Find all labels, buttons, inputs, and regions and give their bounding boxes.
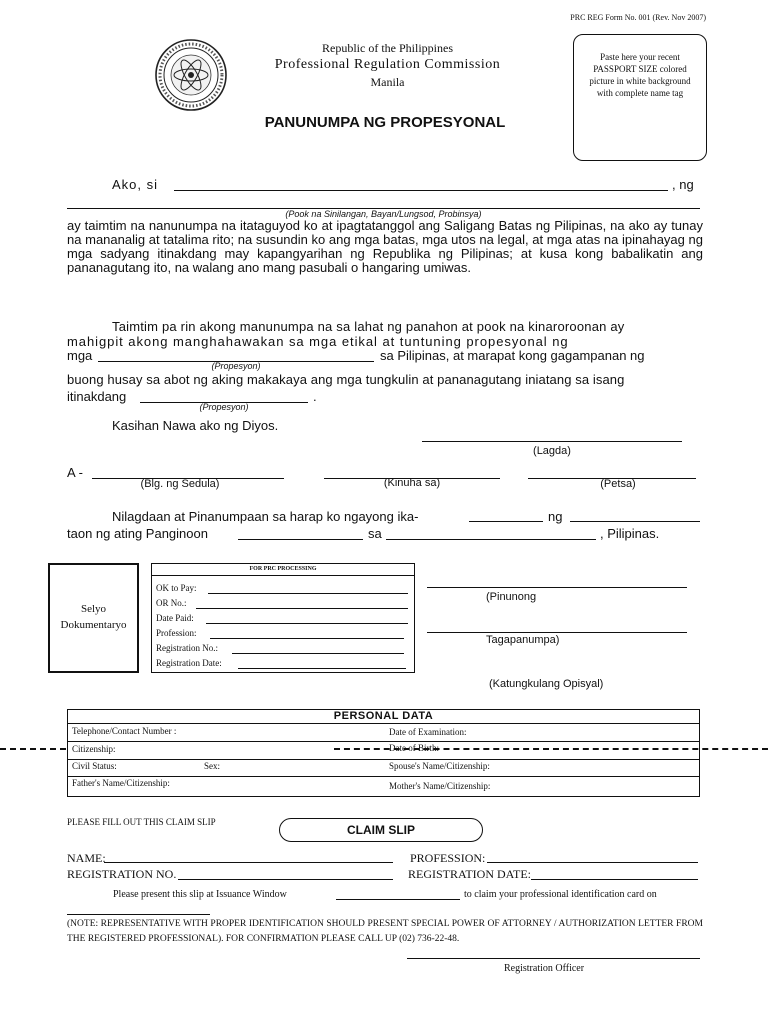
claim-reg-no-label: REGISTRATION NO. — [67, 867, 177, 881]
date-paid-label: Date Paid: — [156, 613, 194, 623]
claim-name-label: NAME: — [67, 851, 106, 865]
oath-para2-line1: Taimtim pa rin akong manunumpa na sa lahat ng panahon at pook na kinaroroonan ay — [112, 319, 625, 334]
oath-para2-line2: mahigpit akong manghahawakan sa mga etikal at tuntuning propesyonal ng — [67, 334, 569, 349]
date-exam-label: Date of Examination: — [389, 727, 467, 737]
prc-seal-icon — [154, 38, 228, 112]
claim-present-b: to claim your professional identification card on — [464, 889, 657, 900]
year-field[interactable] — [238, 539, 363, 540]
registration-no-processing-field[interactable] — [232, 653, 404, 654]
sex-label: Sex: — [204, 761, 221, 771]
sa-pilipinas-text: sa Pilipinas, at marapat kong gagampanan ng — [380, 348, 645, 363]
mga-label: mga — [67, 348, 93, 363]
registration-date-processing-field[interactable] — [238, 668, 406, 669]
sworn-line2-a: taon ng ating Panginoon — [67, 526, 208, 541]
personal-data-title: PERSONAL DATA — [68, 710, 699, 724]
name-field[interactable] — [174, 190, 668, 191]
day-field[interactable] — [469, 521, 543, 522]
oath-para2-line4: buong husay sa abot ng aking makakaya ang mga tungkulin at pananagutang iniatang sa isang — [67, 372, 625, 387]
claim-instruction: PLEASE FILL OUT THIS CLAIM SLIP — [67, 817, 216, 827]
ako-si-label: Ako, si — [112, 177, 159, 192]
processing-title: FOR PRC PROCESSING — [152, 564, 414, 576]
processing-box — [151, 563, 415, 673]
claim-date-field[interactable] — [67, 914, 210, 915]
claim-name-field[interactable] — [104, 862, 393, 863]
date-birth-label: Date of Birth: — [389, 743, 439, 753]
photo-instructions: Paste here your recent PASSPORT SIZE colored picture in white background with complete name tag — [589, 52, 691, 98]
profession-label: Profession: — [156, 628, 197, 638]
propesyon-caption-1: (Propesyon) — [211, 361, 261, 371]
personal-data-box — [67, 709, 700, 797]
profession-processing-field[interactable] — [210, 638, 404, 639]
kinuha-caption: (Kinuha sa) — [383, 477, 441, 489]
propesyon-caption-2: (Propesyon) — [199, 402, 249, 412]
registration-officer-caption: Registration Officer — [504, 963, 585, 974]
kasihan-text: Kasihan Nawa ako ng Diyos. — [112, 418, 279, 433]
officer-signature-field[interactable] — [427, 587, 687, 588]
tagapanumpa-caption: Tagapanumpa) — [486, 634, 560, 646]
spouse-label: Spouse's Name/Citizenship: — [389, 761, 490, 771]
claim-reg-date-field[interactable] — [531, 879, 698, 880]
claim-note: (NOTE: REPRESENTATIVE WITH PROPER IDENTIFICATION SHOULD PRESENT SPECIAL POWER OF ATTORNEY / AUTHORIZATION LETTER FROM THE REGISTERED PROFESSIONAL). FOR CONFIRMATION PLEASE CALL UP (02) 736-22-48. — [67, 919, 703, 944]
pinunong-caption: (Pinunong — [486, 591, 537, 603]
republic-text: Republic of the Philippines — [322, 41, 453, 55]
page-title: PANUNUMPA NG PROPESYONAL — [264, 114, 506, 131]
mother-label: Mother's Name/Citizenship: — [389, 781, 491, 791]
a-prefix: A - — [67, 465, 83, 480]
registration-officer-field[interactable] — [407, 958, 700, 959]
month-field[interactable] — [570, 521, 700, 522]
sworn-line2-b: sa — [368, 526, 382, 541]
claim-slip-title: CLAIM SLIP — [347, 823, 415, 837]
dashed-line-middle — [72, 776, 334, 777]
period-text: . — [313, 389, 317, 404]
ok-to-pay-field[interactable] — [208, 593, 408, 594]
claim-profession-label: PROFESSION: — [410, 851, 486, 865]
telephone-label: Telephone/Contact Number : — [72, 726, 177, 736]
sworn-line1-a: Nilagdaan at Pinanumpaan sa harap ko ngayong ika- — [112, 509, 419, 524]
registration-date-label: Registration Date: — [156, 658, 222, 668]
birthplace-caption: (Pook na Sinilangan, Bayan/Lungsod, Probinsya) — [285, 209, 482, 219]
claim-profession-field[interactable] — [487, 862, 698, 863]
date-paid-field[interactable] — [206, 623, 408, 624]
agency-name: Professional Regulation Commission — [274, 57, 501, 72]
claim-present-a: Please present this slip at Issuance Window — [113, 889, 287, 900]
sworn-line1-b: ng — [548, 509, 563, 524]
sedula-caption: (Blg. ng Sedula) — [140, 478, 220, 490]
claim-reg-date-label: REGISTRATION DATE: — [408, 867, 531, 881]
ng-label: , ng — [672, 177, 694, 192]
civil-status-label: Civil Status: — [72, 761, 117, 771]
claim-reg-no-field[interactable] — [178, 879, 393, 880]
or-no-label: OR No.: — [156, 598, 187, 608]
photo-box — [573, 34, 707, 161]
selyo-box — [48, 563, 139, 673]
signature-field[interactable] — [422, 441, 682, 442]
lagda-caption: (Lagda) — [533, 445, 571, 457]
dashed-line-right — [334, 748, 768, 750]
petsa-caption: (Petsa) — [600, 478, 636, 490]
ok-to-pay-label: OK to Pay: — [156, 583, 197, 593]
place-field[interactable] — [386, 539, 596, 540]
city-text: Manila — [370, 75, 405, 89]
father-label: Father's Name/Citizenship: — [72, 778, 170, 788]
registration-no-label: Registration No.: — [156, 643, 218, 653]
selyo-label: Selyo Dokumentaryo — [60, 603, 127, 631]
sworn-line2-c: , Pilipinas. — [600, 526, 660, 541]
form-code: PRC REG Form No. 001 (Rev. Nov 2007) — [570, 13, 706, 22]
or-no-field[interactable] — [196, 608, 408, 609]
issuance-window-field[interactable] — [336, 899, 460, 900]
claim-slip-title-box — [279, 818, 483, 842]
officer-name-field[interactable] — [427, 632, 687, 633]
itinakdang-label: itinakdang — [67, 389, 127, 404]
katungkulang-caption: (Katungkulang Opisyal) — [489, 678, 604, 690]
dashed-line-left — [0, 748, 66, 750]
oath-paragraph-1: ay taimtim na nanunumpa na itataguyod ko at ipagtatanggol ang Saligang Batas ng Pilipinas, na ako ay tunay na mananalig at tatalima rito; na susundin ko ang mga batas, mga utos na legal, at mga atas na ipinahayag ng mga sadyang itinakdang may kapangyarihan ng Republika ng Pilipinas; at kusa kong babalikatin ang pananagutang ito, na walang ano mang pasubali o hangaring umiwas. — [67, 219, 703, 275]
citizenship-label: Citizenship: — [72, 744, 116, 754]
